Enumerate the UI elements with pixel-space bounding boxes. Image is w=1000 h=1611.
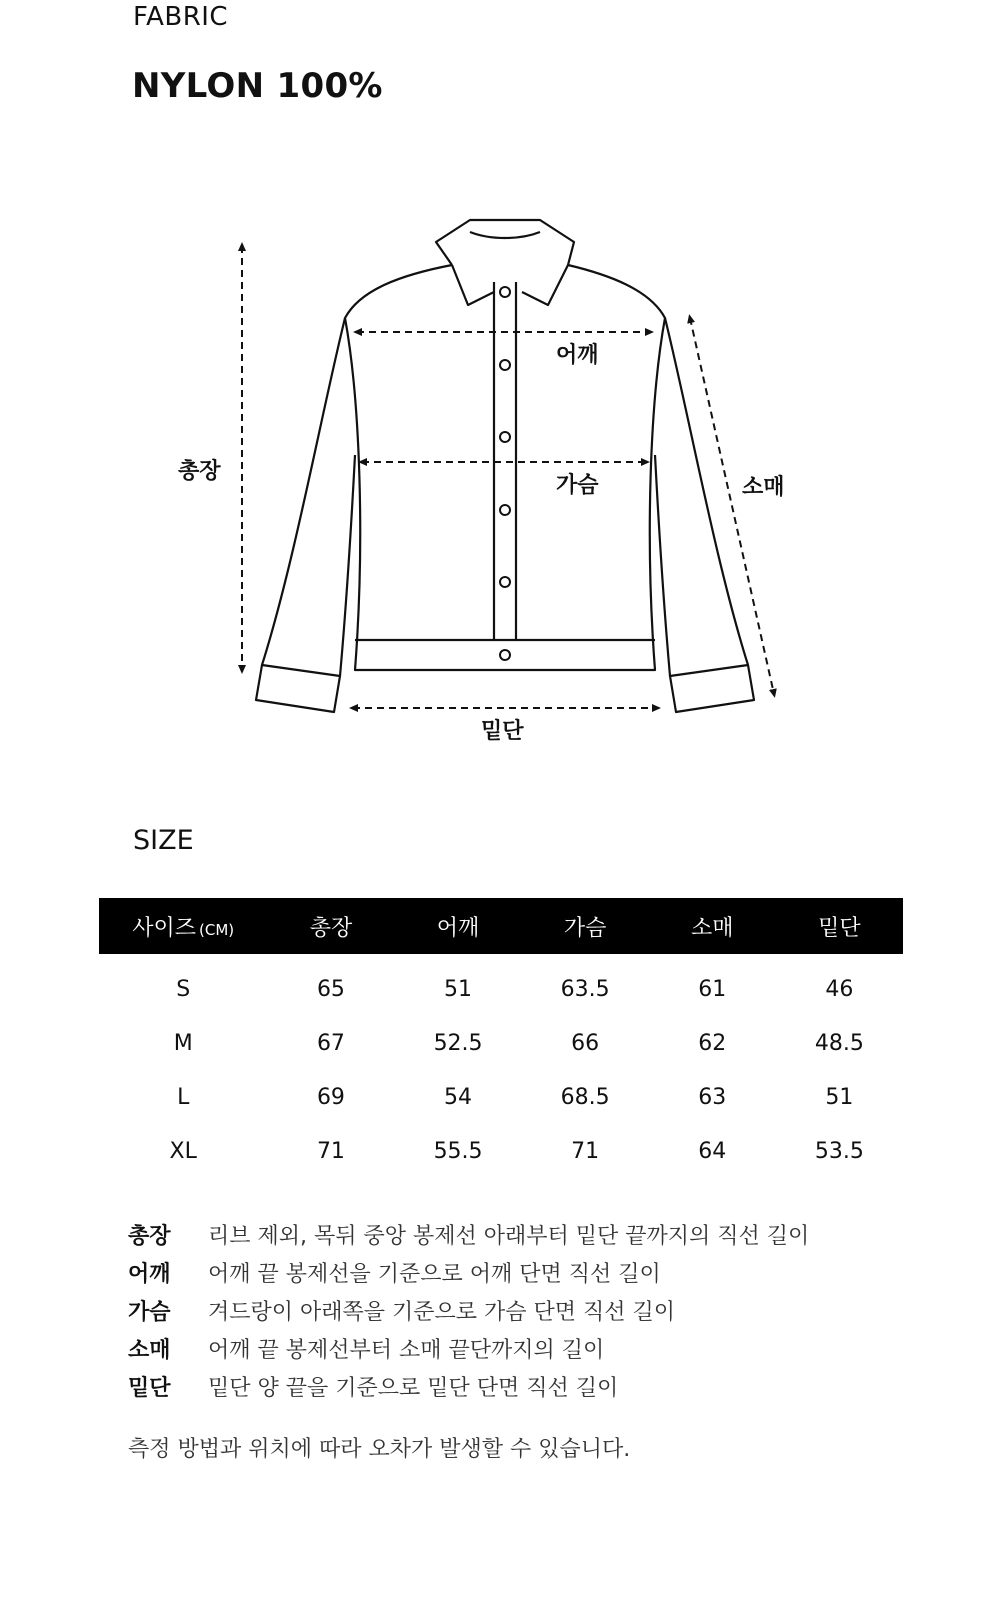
note-term: 소매 bbox=[128, 1337, 171, 1363]
note-term: 총장 bbox=[128, 1223, 171, 1249]
button-5 bbox=[500, 577, 510, 587]
disclaimer-text: 측정 방법과 위치에 따라 오차가 발생할 수 있습니다. bbox=[128, 1437, 631, 1462]
value-cell: 53.5 bbox=[814, 1138, 864, 1164]
size-cell: M bbox=[173, 1030, 193, 1056]
header-chest: 가슴 bbox=[522, 898, 649, 954]
value-cell: 51 bbox=[825, 1084, 854, 1110]
note-row bbox=[128, 1291, 809, 1329]
header-shoulder: 어깨 bbox=[395, 898, 522, 954]
jacket-measurement-diagram bbox=[0, 200, 1000, 760]
note-description: 어깨 끝 봉제선을 기준으로 어깨 단면 직선 길이 bbox=[208, 1261, 661, 1287]
button-1 bbox=[500, 287, 510, 297]
note-description: 리브 제외, 목뒤 중앙 봉제선 아래부터 밑단 끝까지의 직선 길이 bbox=[208, 1223, 810, 1249]
value-cell: 68.5 bbox=[560, 1084, 610, 1110]
button-2 bbox=[500, 360, 510, 370]
button-4 bbox=[500, 505, 510, 515]
note-term: 밑단 bbox=[128, 1375, 171, 1401]
size-table bbox=[99, 898, 903, 1178]
size-cell: S bbox=[176, 976, 191, 1002]
size-cell: L bbox=[177, 1084, 190, 1110]
sleeve-arrow bbox=[690, 318, 774, 694]
table-row bbox=[99, 1070, 903, 1124]
header-unit: (CM) bbox=[199, 920, 235, 939]
fabric-label: FABRIC bbox=[133, 2, 229, 32]
value-cell: 51 bbox=[444, 976, 473, 1002]
total-length-label: 총장 bbox=[178, 459, 221, 484]
button-6 bbox=[500, 650, 510, 660]
value-cell: 69 bbox=[316, 1084, 345, 1110]
sleeve-label: 소매 bbox=[742, 475, 785, 500]
chest-label: 가슴 bbox=[556, 473, 599, 498]
value-cell: 66 bbox=[571, 1030, 600, 1056]
buttons bbox=[500, 287, 510, 660]
value-cell: 52.5 bbox=[433, 1030, 483, 1056]
shoulder-label: 어깨 bbox=[556, 343, 599, 368]
header-size: 사이즈 (CM) bbox=[99, 898, 267, 954]
hem-label: 밑단 bbox=[481, 719, 524, 744]
note-description: 밑단 양 끝을 기준으로 밑단 단면 직선 길이 bbox=[208, 1375, 619, 1401]
value-cell: 62 bbox=[698, 1030, 727, 1056]
note-description: 어깨 끝 봉제선부터 소매 끝단까지의 길이 bbox=[208, 1337, 605, 1363]
note-row bbox=[128, 1253, 809, 1291]
table-row bbox=[99, 954, 903, 1016]
table-row bbox=[99, 1124, 903, 1178]
value-cell: 55.5 bbox=[433, 1138, 483, 1164]
note-term: 가슴 bbox=[128, 1299, 171, 1325]
note-row bbox=[128, 1215, 809, 1253]
button-3 bbox=[500, 432, 510, 442]
header-sleeve: 소매 bbox=[649, 898, 776, 954]
value-cell: 71 bbox=[571, 1138, 600, 1164]
size-table-header bbox=[99, 898, 903, 954]
measurement-notes bbox=[128, 1215, 809, 1405]
value-cell: 67 bbox=[316, 1030, 345, 1056]
note-description: 겨드랑이 아래쪽을 기준으로 가슴 단면 직선 길이 bbox=[208, 1299, 676, 1325]
note-row bbox=[128, 1367, 809, 1405]
value-cell: 63.5 bbox=[560, 976, 610, 1002]
value-cell: 63 bbox=[698, 1084, 727, 1110]
table-row bbox=[99, 1016, 903, 1070]
value-cell: 64 bbox=[698, 1138, 727, 1164]
note-row bbox=[128, 1329, 809, 1367]
value-cell: 65 bbox=[316, 976, 345, 1002]
value-cell: 61 bbox=[698, 976, 727, 1002]
size-section-title: SIZE bbox=[133, 825, 194, 856]
header-hem: 밑단 bbox=[776, 898, 903, 954]
size-cell: XL bbox=[169, 1138, 197, 1164]
value-cell: 48.5 bbox=[814, 1030, 864, 1056]
value-cell: 71 bbox=[316, 1138, 345, 1164]
value-cell: 46 bbox=[825, 976, 854, 1002]
header-total-length: 총장 bbox=[267, 898, 394, 954]
value-cell: 54 bbox=[444, 1084, 473, 1110]
note-term: 어깨 bbox=[128, 1261, 171, 1287]
fabric-value: NYLON 100% bbox=[132, 66, 383, 106]
